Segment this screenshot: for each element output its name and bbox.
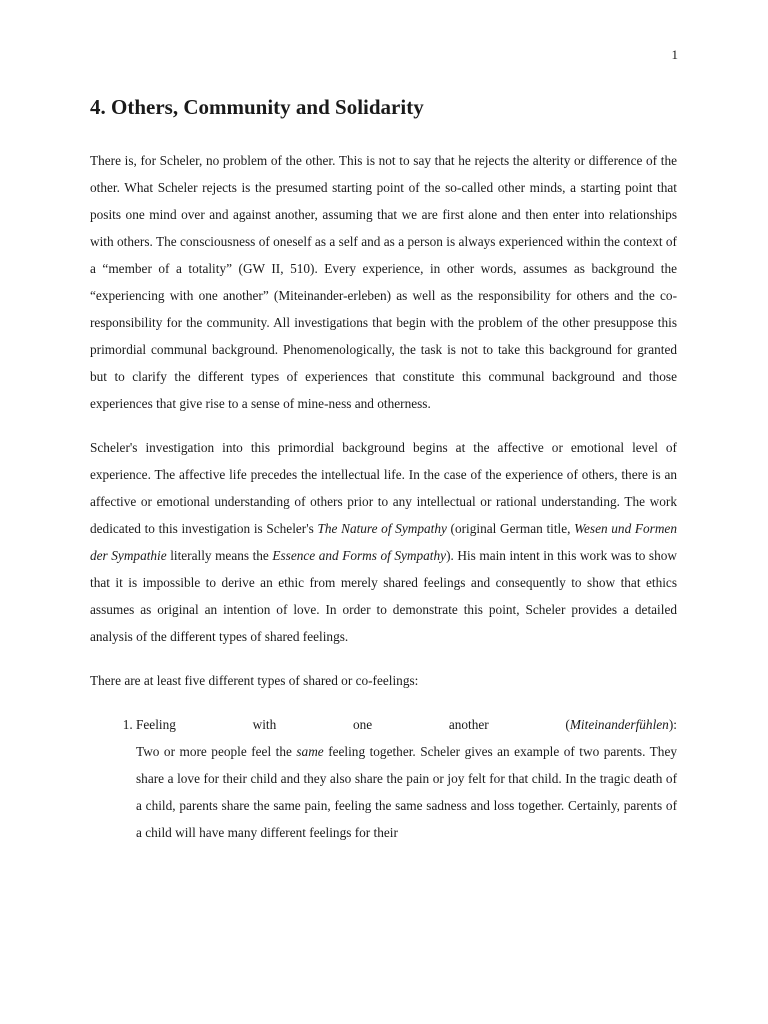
list-item-text-1: Two or more people feel the [136, 744, 297, 759]
list-item-heading [136, 711, 677, 738]
paren-close: ): [668, 717, 677, 732]
paren-open: ( [565, 717, 570, 732]
term-miteinanderfuhlen: Miteinanderfühlen [569, 717, 669, 732]
page-number: 1 [671, 47, 678, 62]
heading-term [565, 711, 677, 738]
german-title: Wesen und Formen der Sympathie [90, 521, 677, 563]
emphasis-same: same [296, 744, 324, 759]
list-item-text-2: feeling together. Scheler gives an example of two parents. They share a love for their child and they also share the pain or joy felt for that child. In the tragic death of a child, parents share the same pain, feeling the same sadness and loss together. Certainly, parents of a child will have many different feelings for their [136, 744, 677, 840]
paragraph2-text-3: literally means the [166, 548, 273, 563]
section-title: 4. Others, Community and Solidarity [90, 95, 424, 119]
heading-word: one [352, 717, 373, 732]
paragraph2-text-2: (original German title, [446, 521, 575, 536]
list-item [136, 711, 677, 846]
body-text [90, 147, 677, 846]
book-title-nature-of-sympathy: The Nature of Sympathy [317, 521, 447, 536]
list-item-text [136, 738, 677, 846]
paragraph2-text-4: ). His main intent in this work was to show that it is impossible to derive an ethic from merely shared feelings and consequently to show that ethics assumes as original an intention of love. In order to demonstrate this point, Scheler provides a detailed analysis of the different types of shared feelings. [90, 548, 677, 644]
heading-word: with [252, 717, 277, 732]
co-feelings-list [90, 711, 677, 846]
paragraph2-text-1: Scheler's investigation into this primordial background begins at the affective or emotional level of experience. The affective life precedes the intellectual life. In the case of the experience of others, there is an affective or emotional understanding of others prior to any intellectual or rational understanding. The work dedicated to this investigation is Scheler's [90, 440, 677, 536]
heading-word: another [448, 717, 489, 732]
paragraph-types-intro: There are at least five different types of shared or co-feelings: [90, 673, 419, 688]
paragraph-affective-level [90, 434, 677, 650]
paragraph-problem-of-other: There is, for Scheler, no problem of the other. This is not to say that he rejects the alterity or difference of the other. What Scheler rejects is the presumed starting point of the so-called other minds, a starting point that posits one mind over and against another, assuming that we are first alone and then enter into relationships with others. The consciousness of oneself as a self and as a person is always experienced within the context of a “member of a totality” (GW II, 510). Every experience, in other words, assumes as background the “experiencing with one another” (Miteinander-erleben) as well as the responsibility for others and the co-responsibility for the community. All investigations that begin with the problem of the other presuppose this primordial communal background. Phenomenologically, the task is not to take this background for granted but to clarify the different types of experiences that constitute this communal background and those experiences that give rise to a sense of mine-ness and otherness. [90, 153, 677, 411]
heading-word: 1. Feeling [136, 717, 176, 732]
literal-title: Essence and Forms of Sympathy [272, 548, 447, 563]
